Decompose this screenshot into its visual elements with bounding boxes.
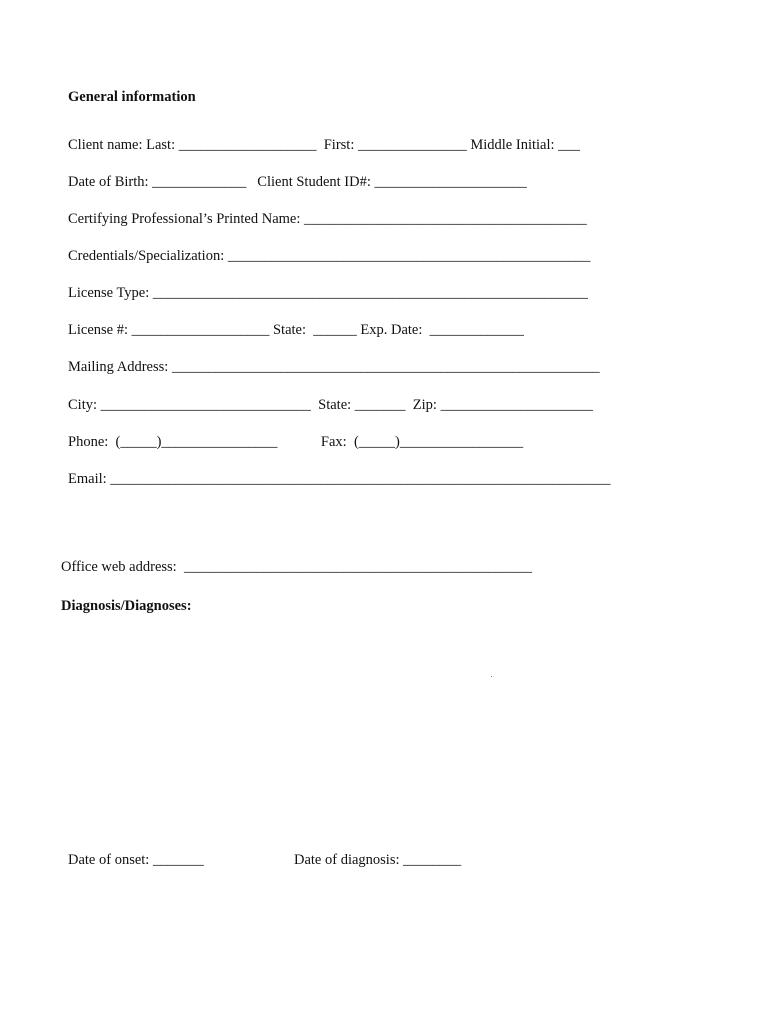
- email-field[interactable]: Email: _____________________________________________________________________: [68, 471, 611, 487]
- diagnosis-heading: Diagnosis/Diagnoses:: [61, 598, 192, 614]
- office-web-address-field[interactable]: Office web address: ________________________________________________: [61, 559, 532, 575]
- certifying-professional-name-field[interactable]: Certifying Professional’s Printed Name: _______________________________________: [68, 211, 587, 227]
- phone-fax-field[interactable]: Phone: (_____)________________ Fax: (_____)_________________: [68, 434, 524, 450]
- stray-mark: [491, 676, 492, 677]
- city-state-zip-field[interactable]: City: _____________________________ State: _______ Zip: _____________________: [68, 397, 593, 413]
- credentials-specialization-field[interactable]: Credentials/Specialization: __________________________________________________: [68, 248, 591, 264]
- license-type-field[interactable]: License Type: ____________________________________________________________: [68, 285, 588, 301]
- date-of-birth-student-id-field[interactable]: Date of Birth: _____________ Client Student ID#: _____________________: [68, 174, 527, 190]
- license-number-state-exp-field[interactable]: License #: ___________________ State: ______ Exp. Date: _____________: [68, 322, 524, 338]
- mailing-address-field[interactable]: Mailing Address: ___________________________________________________________: [68, 359, 600, 375]
- date-of-onset-field[interactable]: Date of onset: _______: [68, 852, 204, 868]
- general-information-heading: General information: [68, 89, 196, 105]
- client-name-field[interactable]: Client name: Last: ___________________ First: _______________ Middle Initial: ___: [68, 137, 580, 153]
- date-of-diagnosis-field[interactable]: Date of diagnosis: ________: [294, 852, 462, 868]
